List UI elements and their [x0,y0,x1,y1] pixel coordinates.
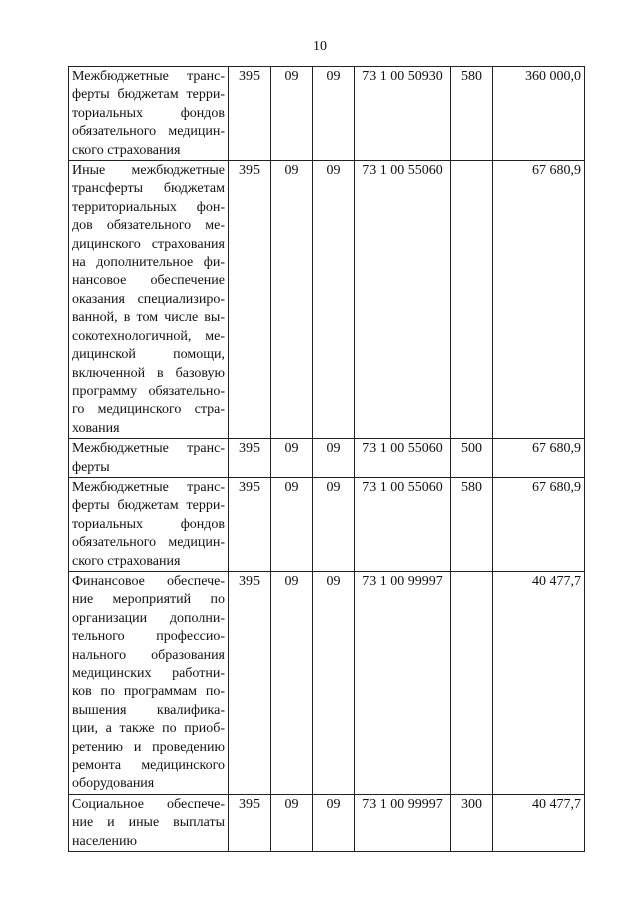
expense-name-line: ние и иные выплаты [72,815,225,831]
table-row [69,67,585,161]
expense-name-line: нального образования [72,647,225,663]
subsection-code-cell: 09 [313,67,355,161]
expense-name-line: Иные межбюджетные [72,163,225,179]
subsection-code-cell: 09 [313,477,355,571]
table-row [69,161,585,439]
table-row [69,794,585,851]
section-code-cell: 09 [271,67,313,161]
expense-type-cell [451,571,493,794]
amount-cell: 40 477,7 [493,794,585,851]
expense-name-line: программу обязательно- [72,383,225,399]
expense-name-line: Межбюджетные транс- [72,69,225,84]
expense-name-cell [69,477,229,571]
amount-cell: 360 000,0 [493,67,585,161]
expense-type-cell: 300 [451,794,493,851]
expense-name-line: ние мероприятий по [72,592,225,608]
expense-name-cell [69,67,229,161]
expense-name-line: Межбюджетные транс- [72,441,225,457]
subsection-code-cell: 09 [313,161,355,439]
ministry-code-cell: 395 [229,571,271,794]
section-code-cell: 09 [271,439,313,478]
target-article-cell: 73 1 00 55060 [355,439,451,478]
subsection-code-cell: 09 [313,794,355,851]
expense-name-line: Межбюджетные транс- [72,479,225,495]
expense-name-line: населению [72,833,137,849]
budget-table-body [69,67,585,852]
expense-name-cell [69,161,229,439]
expense-name-line: го медицинского стра- [72,402,225,418]
expense-name-cell [69,439,229,478]
expense-name-line: обязательного медицин- [72,535,225,551]
expense-type-cell: 500 [451,439,493,478]
expense-name-cell [69,794,229,851]
target-article-cell: 73 1 00 55060 [355,161,451,439]
expense-name-line: оказания специализиро- [72,291,225,307]
target-article-cell: 73 1 00 99997 [355,571,451,794]
target-article-cell: 73 1 00 55060 [355,477,451,571]
expense-name-line: Социальное обеспече- [72,796,225,812]
section-code-cell: 09 [271,477,313,571]
expense-type-cell: 580 [451,477,493,571]
amount-cell: 67 680,9 [493,439,585,478]
table-row [69,439,585,478]
expense-type-cell: 580 [451,67,493,161]
expense-name-line: тельного профессио- [72,629,225,645]
expense-name-line: Финансовое обеспече- [72,573,225,589]
expense-name-line: территориальных фон- [72,199,225,215]
expense-name-line: ции, а также по приоб- [72,721,225,737]
ministry-code-cell: 395 [229,794,271,851]
expense-name-line: ферты бюджетам терри- [72,87,225,103]
target-article-cell: 73 1 00 99997 [355,794,451,851]
expense-name-line: ретению и проведению [72,739,225,755]
expense-name-line: медицинских работни- [72,666,225,681]
expense-name-line: ского страхования [72,142,181,158]
expense-name-line: хования [72,420,120,436]
expense-name-line: дицинского страхования [72,236,225,252]
expense-name-line: ванной, в том числе вы- [72,310,225,326]
expense-name-line: оборудования [72,776,155,792]
expense-name-line: включенной в базовую [72,365,225,381]
amount-cell: 40 477,7 [493,571,585,794]
ministry-code-cell: 395 [229,439,271,478]
section-code-cell: 09 [271,794,313,851]
ministry-code-cell: 395 [229,161,271,439]
expense-name-line: организации дополни- [72,610,225,626]
expense-name-line: обязательного медицин- [72,124,225,140]
expense-name-line: ского страхования [72,553,181,569]
expense-name-line: ториальных фондов [72,516,225,532]
table-row [69,477,585,571]
page-number: 10 [313,39,327,54]
expense-name-line: дицинской помощи, [72,347,225,363]
expense-name-line: ферты бюджетам терри- [72,498,225,514]
expense-name-line: вышения квалифика- [72,702,225,718]
amount-cell: 67 680,9 [493,161,585,439]
expense-name-line: дов обязательного ме- [72,218,225,234]
ministry-code-cell: 395 [229,67,271,161]
expense-name-line: ков по программам по- [72,684,225,700]
budget-table [68,66,585,852]
section-code-cell: 09 [271,571,313,794]
ministry-code-cell: 395 [229,477,271,571]
expense-name-line: ферты [72,459,110,475]
expense-name-line: сокотехнологичной, ме- [72,328,225,344]
expense-type-cell [451,161,493,439]
expense-name-line: ториальных фондов [72,105,225,121]
target-article-cell: 73 1 00 50930 [355,67,451,161]
expense-name-line: нансовое обеспечение [72,273,225,289]
expense-name-line: на дополнительное фи- [72,255,225,271]
expense-name-line: ремонта медицинского [72,758,225,774]
table-row [69,571,585,794]
expense-name-line: трансферты бюджетам [72,181,225,197]
expense-name-cell [69,571,229,794]
subsection-code-cell: 09 [313,439,355,478]
amount-cell: 67 680,9 [493,477,585,571]
section-code-cell: 09 [271,161,313,439]
subsection-code-cell: 09 [313,571,355,794]
